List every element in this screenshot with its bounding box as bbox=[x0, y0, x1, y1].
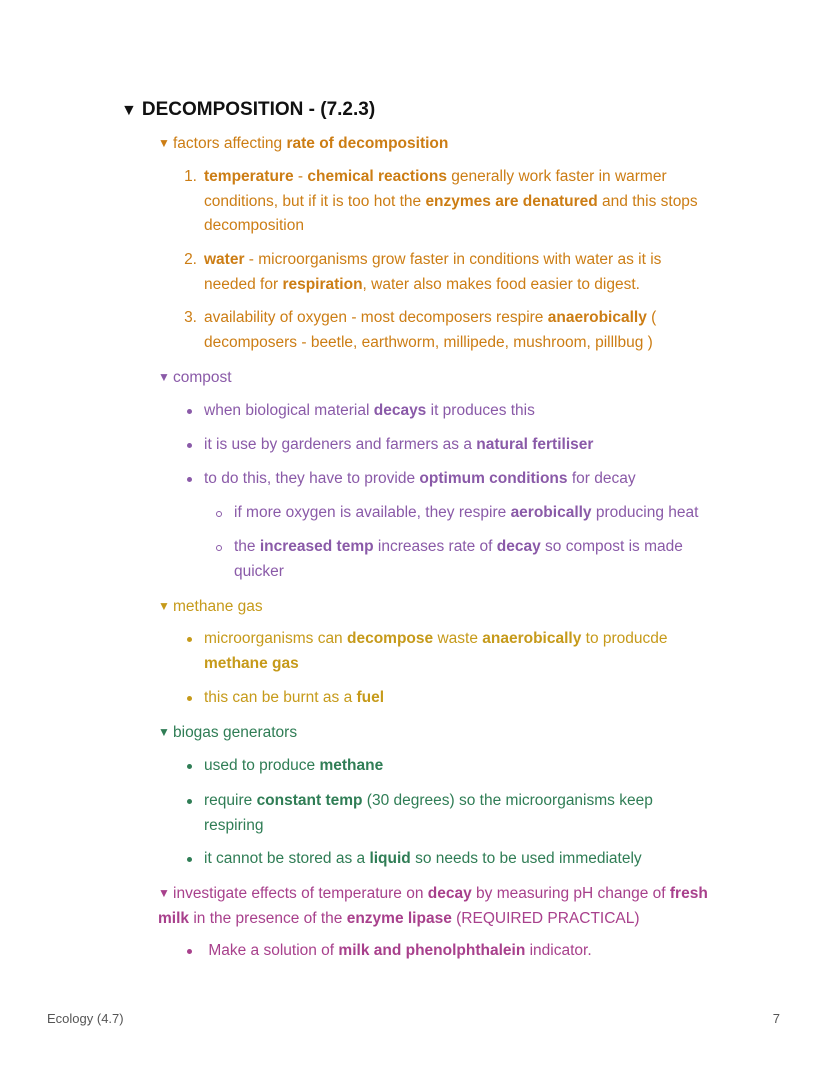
bold-text: anaerobically bbox=[547, 309, 647, 326]
text-run: if more oxygen is available, they respire bbox=[234, 504, 511, 521]
bullet-icon bbox=[187, 696, 192, 701]
text-run: microorganisms can bbox=[204, 630, 347, 647]
list-item bbox=[204, 433, 764, 458]
text-run: this can be burnt as a bbox=[204, 689, 357, 706]
text-run: waste bbox=[433, 630, 483, 647]
text-run: generally work faster in warmer conditions, but if it is too hot the bbox=[204, 168, 667, 210]
bullet-icon bbox=[187, 857, 192, 862]
bold-text: natural fertiliser bbox=[476, 436, 594, 453]
bold-text: fresh milk bbox=[158, 885, 708, 927]
triangle-icon[interactable]: ▼ bbox=[158, 136, 170, 150]
section-heading[interactable] bbox=[121, 96, 375, 125]
bold-text: methane bbox=[319, 757, 384, 774]
bold-text: respiration bbox=[282, 275, 363, 293]
text-run: investigate effects of temperature on bbox=[173, 885, 428, 902]
text-run: it produces this bbox=[426, 402, 535, 419]
bullet-icon bbox=[187, 637, 192, 642]
collapse-triangle-icon[interactable]: ▼ bbox=[121, 102, 137, 119]
text-run: increases rate of bbox=[373, 538, 497, 555]
bold-text: aerobically bbox=[510, 504, 592, 521]
bullet-icon bbox=[187, 409, 192, 414]
text-run: availability of oxygen - most decomposers respire bbox=[204, 309, 548, 326]
bullet-icon bbox=[187, 764, 192, 769]
text-run: used to produce bbox=[204, 757, 320, 774]
toggle-compost[interactable] bbox=[158, 365, 232, 391]
text-run: (30 degrees) so the microorganisms keep respiring bbox=[204, 792, 653, 834]
text-run: in the presence of the bbox=[189, 909, 347, 927]
bold-text: chemical reactions bbox=[307, 168, 447, 185]
triangle-icon[interactable]: ▼ bbox=[158, 725, 170, 739]
toggle-title: compost bbox=[173, 369, 232, 386]
triangle-icon[interactable]: ▼ bbox=[158, 886, 170, 900]
list-item bbox=[204, 248, 704, 297]
list-item bbox=[204, 165, 734, 239]
list-subitem bbox=[234, 535, 714, 584]
text-run: indicator. bbox=[525, 942, 592, 959]
bold-text: enzyme lipase bbox=[346, 909, 452, 927]
bullet-icon bbox=[187, 477, 192, 482]
bold-text: decompose bbox=[347, 630, 434, 647]
text-run: so compost is made quicker bbox=[234, 538, 683, 580]
bold-text: anaerobically bbox=[482, 630, 582, 647]
text-run: - bbox=[293, 168, 308, 185]
list-item bbox=[204, 939, 724, 964]
text-run: by measuring pH change of bbox=[471, 885, 670, 902]
bullet-icon bbox=[187, 443, 192, 448]
text-run: - microorganisms grow faster in conditions with water as it is needed for bbox=[204, 251, 662, 293]
text-run: so needs to be used immediately bbox=[410, 850, 642, 867]
text-run: the bbox=[234, 538, 260, 555]
list-item bbox=[204, 754, 704, 779]
text-run: , water also makes food easier to digest. bbox=[362, 275, 640, 293]
toggle-title-bold: rate of decomposition bbox=[286, 135, 449, 152]
list-item bbox=[204, 789, 704, 838]
list-item bbox=[204, 847, 724, 872]
bold-text: liquid bbox=[369, 850, 411, 867]
hollow-bullet-icon bbox=[216, 511, 222, 517]
text-run: require bbox=[204, 792, 257, 809]
heading-title: DECOMPOSITION - (7.2.3) bbox=[141, 99, 376, 120]
bold-text: optimum conditions bbox=[419, 470, 568, 487]
bold-text: enzymes are denatured bbox=[425, 192, 598, 210]
toggle-title: biogas generators bbox=[173, 724, 298, 741]
text-run: it cannot be stored as a bbox=[204, 850, 370, 867]
toggle-biogas[interactable] bbox=[158, 720, 297, 746]
text-run: producing heat bbox=[591, 504, 699, 521]
triangle-icon[interactable]: ▼ bbox=[158, 599, 170, 613]
bold-text: milk and phenolphthalein bbox=[338, 942, 526, 959]
list-number: 1. bbox=[184, 168, 197, 185]
footer-page-number: 7 bbox=[772, 1011, 780, 1026]
bold-text: fuel bbox=[356, 689, 385, 706]
list-item bbox=[204, 627, 704, 676]
toggle-title bbox=[158, 885, 708, 927]
text-run: to producde bbox=[581, 630, 668, 647]
text-run: when biological material bbox=[204, 402, 374, 419]
bullet-icon bbox=[187, 799, 192, 804]
list-item bbox=[204, 399, 764, 424]
toggle-title: factors affecting bbox=[173, 135, 287, 152]
bold-text: decay bbox=[496, 538, 541, 555]
toggle-factors[interactable] bbox=[158, 131, 448, 157]
bullet-icon bbox=[187, 949, 192, 954]
toggle-methane[interactable] bbox=[158, 594, 263, 620]
list-item bbox=[204, 306, 704, 355]
list-item bbox=[204, 467, 764, 492]
hollow-bullet-icon bbox=[216, 545, 222, 551]
text-run: it is use by gardeners and farmers as a bbox=[204, 436, 477, 453]
triangle-icon[interactable]: ▼ bbox=[158, 370, 170, 384]
bold-text: methane gas bbox=[204, 654, 299, 672]
list-subitem bbox=[234, 501, 754, 526]
text-run: (REQUIRED PRACTICAL) bbox=[451, 909, 640, 927]
bold-text: water bbox=[204, 251, 245, 268]
bold-text: increased temp bbox=[259, 538, 374, 555]
toggle-practical[interactable] bbox=[158, 881, 718, 931]
bold-text: decays bbox=[373, 402, 427, 419]
list-item bbox=[204, 686, 704, 711]
list-number: 2. bbox=[184, 251, 197, 268]
bold-text: temperature bbox=[204, 168, 294, 185]
text-run: for decay bbox=[567, 470, 636, 487]
text-run: Make a solution of bbox=[204, 942, 339, 959]
toggle-title: methane gas bbox=[173, 598, 263, 615]
text-run: ( decomposers - beetle, earthworm, millipede, mushroom, pilllbug ) bbox=[204, 309, 657, 351]
footer-doc-title: Ecology (4.7) bbox=[47, 1011, 124, 1026]
text-run: and this stops decomposition bbox=[204, 192, 698, 234]
bold-text: constant temp bbox=[256, 792, 363, 809]
text-run: to do this, they have to provide bbox=[204, 470, 420, 487]
list-number: 3. bbox=[184, 309, 197, 326]
bold-text: decay bbox=[427, 885, 472, 902]
